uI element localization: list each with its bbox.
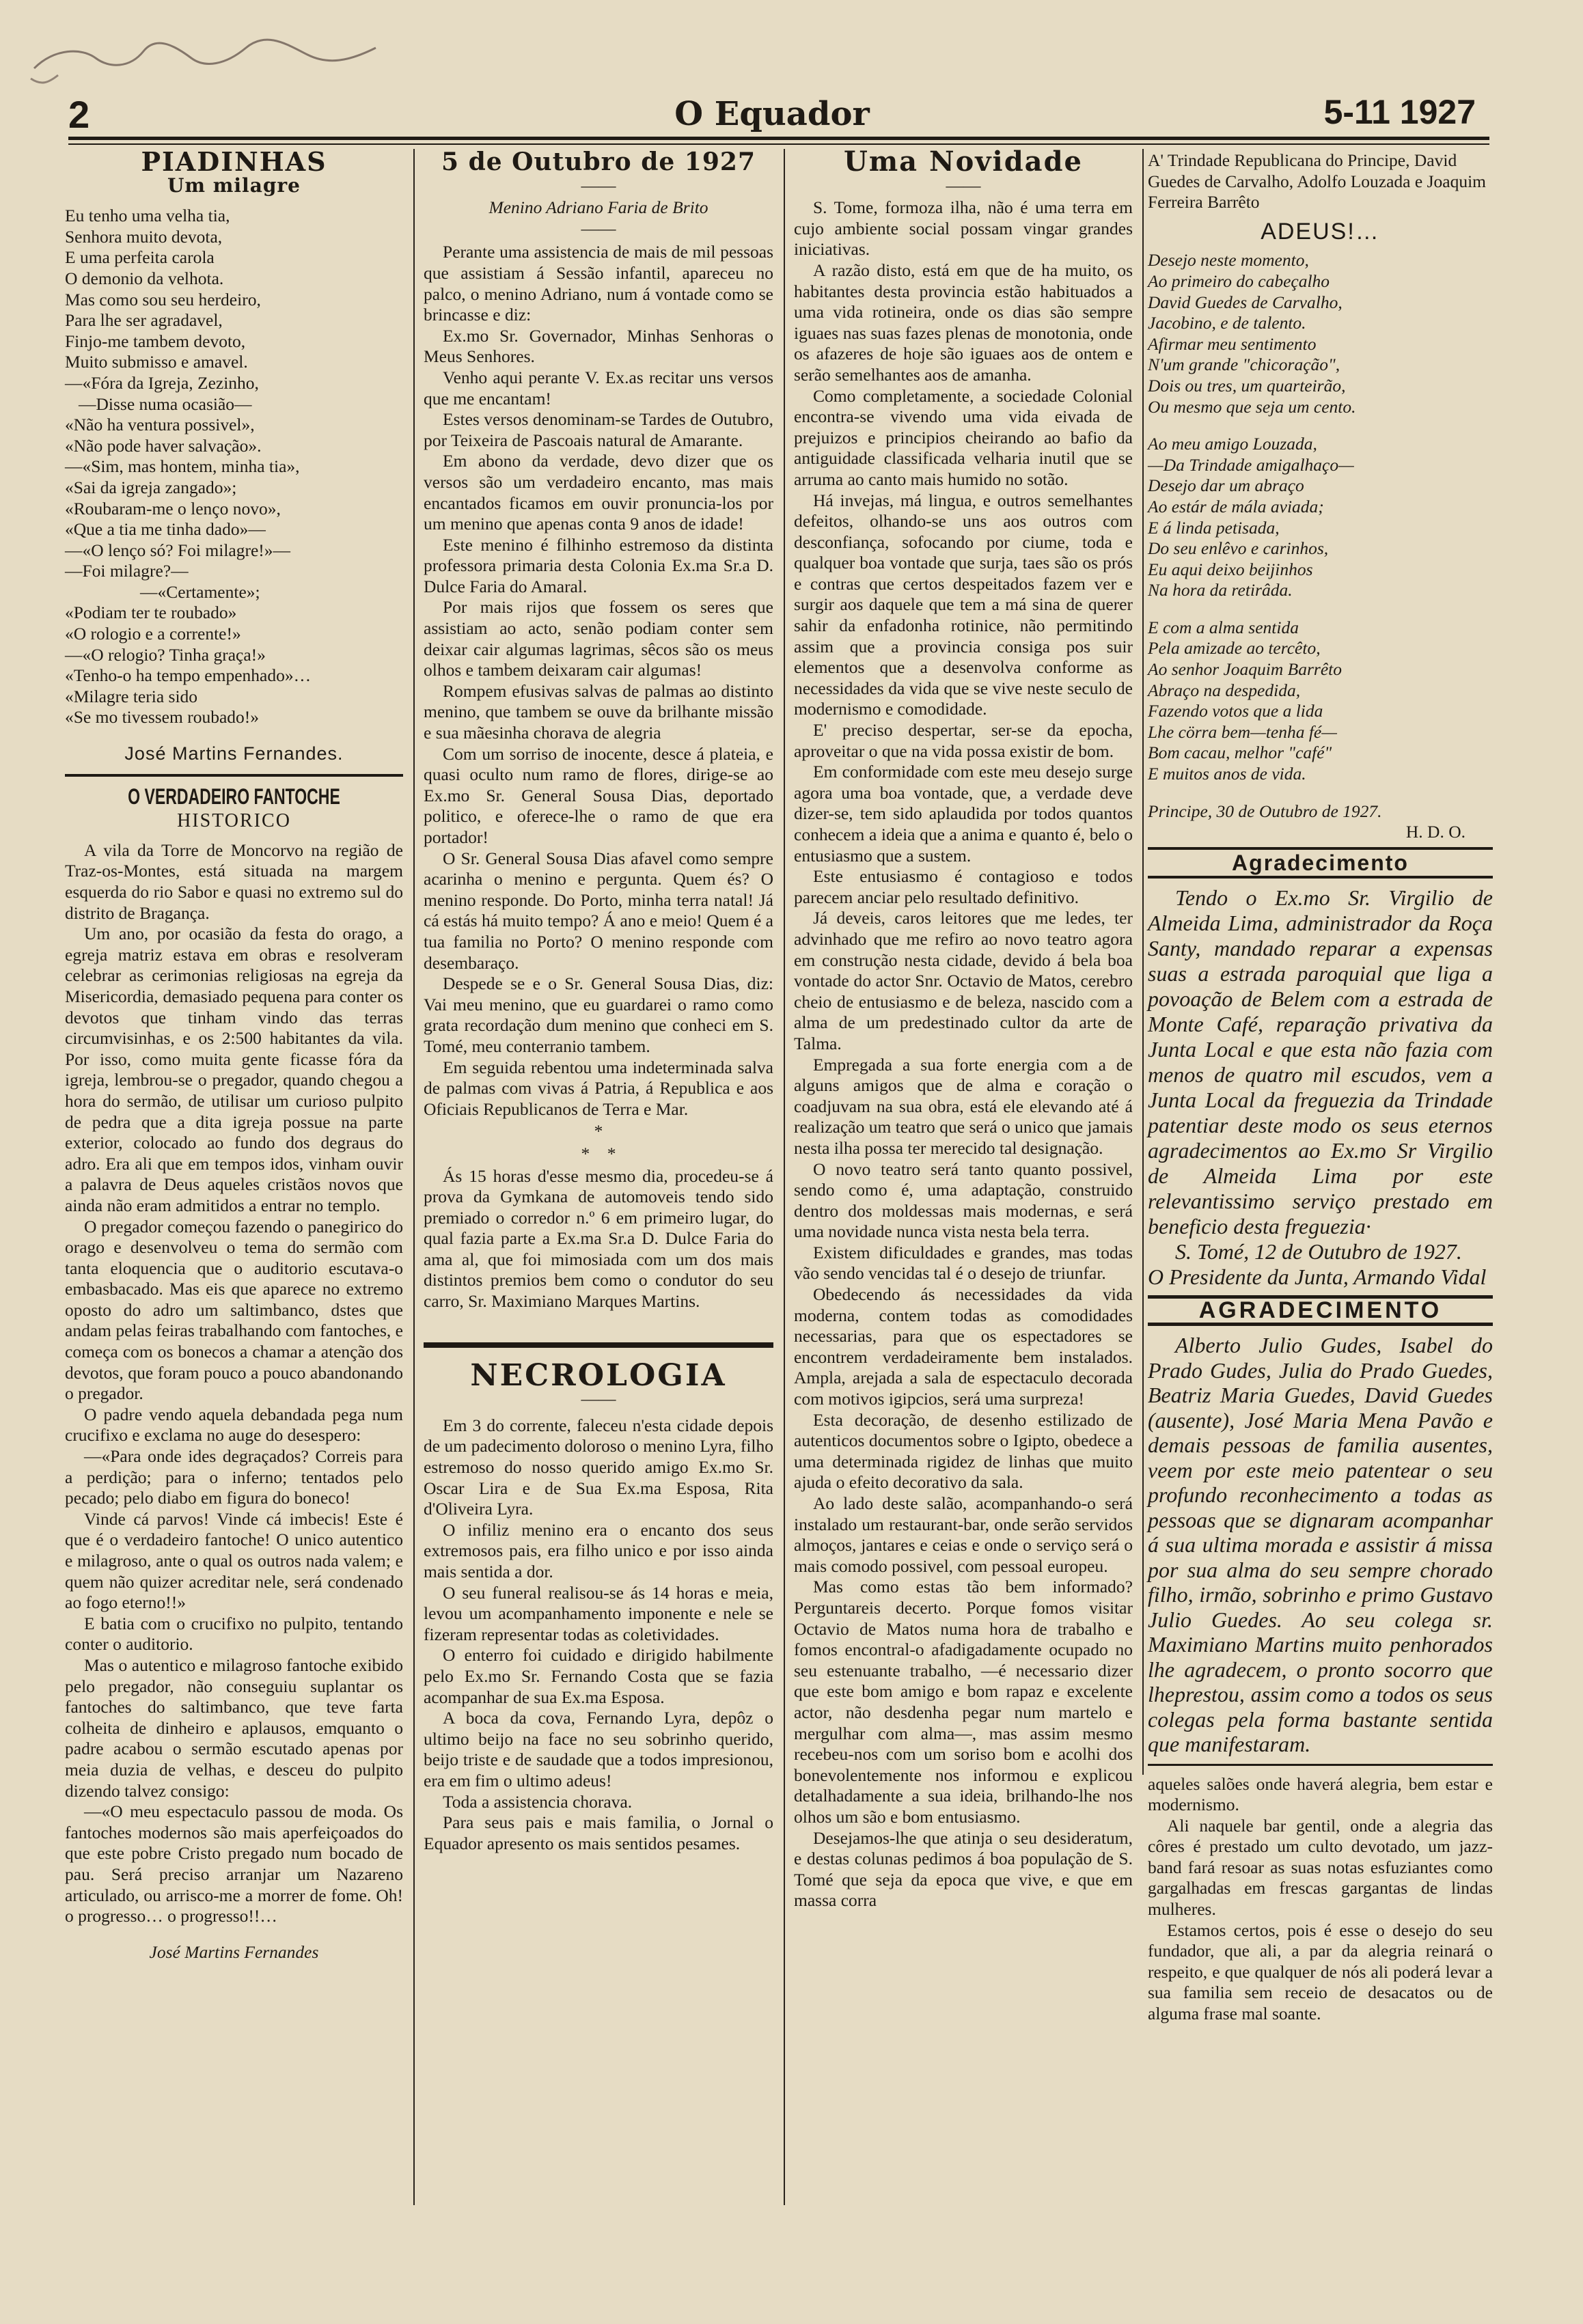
issue-date: 5-11 1927 xyxy=(1323,93,1476,131)
article-paragraph: Empregada a sua forte energia com a de alguns amigos que de alma e coração o coadjuvam na sua obra, está ele elevando até á realização um teatro que será o unico que jamais nesta ilha possa ter merecido tal designação. xyxy=(794,1054,1133,1158)
poem-line: Finjo-me tambem devoto, xyxy=(65,331,246,351)
poem-line: —«Certamente»; xyxy=(140,581,260,602)
article-paragraph: Despede se e o Sr. General Sousa Dias, diz: Vai meu menino, que eu guardarei o ramo como grata recordação dum menino que conheci em S. Tomé, meu conterranio tambem. xyxy=(424,973,773,1056)
article-paragraph: —«O meu espectaculo passou de moda. Os fantoches modernos são mais aperfeiçoados do que este pobre Cristo pregado num bocado de pau. Será preciso arranjar um Nazareno articulado, ou arrisco-me a morrer de fome. Oh! o progresso… o progresso!!… xyxy=(65,1801,403,1926)
article-paragraph: Ás 15 horas d'esse mesmo dia, procedeu-se á prova da Gymkana de automoveis tendo sido premiado o corredor n.º 6 em primeiro lugar, do qual fazia parte a Ex.ma Sr.a D. Dulce Faria do ama al, que foi mimosiada com um dos mais distintos premios bem como o condutor do seu carro, Sr. Maximiano Marques Martins. xyxy=(424,1165,773,1312)
column-divider xyxy=(1142,149,1144,1775)
necrologia-title: NECROLOGIA xyxy=(470,1357,727,1393)
article-paragraph: Já deveis, caros leitores que me ledes, ter advinhado que me refiro ao novo teatro agora em construção nesta cidade, devido á bela boa vontade do actor Snr. Octavio de Matos, cerebro cheio de entusiasmo e de beleza, nascido com a alma de um predestinado cultor da arte de Talma. xyxy=(794,908,1133,1053)
agradecimento-1-body xyxy=(1148,885,1493,1290)
article-paragraph: Vinde cá parvos! Vinde cá imbecis! Este é que é o verdadeiro fantoche! O unico autentico e milagroso, ante o qual os outros nada valem; e quem não quizer acreditar nele, será condenado ao fogo eterno!!» xyxy=(65,1508,403,1613)
article-paragraph: E batia com o crucifixo no pulpito, tentando conter o auditorio. xyxy=(65,1613,403,1655)
article-paragraph: O novo teatro será tanto quanto possivel, sendo como é, uma adaptação, construido dentro dos moldessas mais modernas, e será uma novidade nunca vista nesta bela terra. xyxy=(794,1159,1133,1242)
poem-line: Na hora da retirâda. xyxy=(1148,580,1293,600)
poem-line: —Disse numa ocasião— xyxy=(79,393,252,414)
agradecimento-2-body xyxy=(1148,1333,1493,1757)
piadinhas-poem xyxy=(65,206,403,728)
article-paragraph: Estamos certos, pois é esse o desejo do seu fundador, que ali, a par da alegria reinará o respeito, e que qualquer de nós ali poderá levar a sua familia sem receio de desacatos ou de alguma frase mal soante. xyxy=(1148,1920,1493,2024)
fantoche-title: O VERDADEIRO FANTOCHE xyxy=(128,784,340,809)
article-paragraph: E' preciso despertar, ser-se da epocha, aproveitar o que na vida possa existir de bom. xyxy=(794,720,1133,761)
adeus-title: ADEUS!… xyxy=(1261,218,1380,245)
poem-line: Abraço na despedida, xyxy=(1148,680,1301,700)
article-paragraph: Por mais rijos que fossem os seres que assistiam ao acto, senão podiam conter sem deixar cair algumas lagrimas, sêcos são os meus olhos e tambem deixaram cair algumas! xyxy=(424,597,773,680)
poem-line: E uma perfeita carola xyxy=(65,247,215,268)
article-paragraph: Mas como estas tão bem informado? Perguntareis decerto. Porque fomos visitar Octavio de Matos numa hora de trabalho e fomos encontral-o afadigadamente ocupado no seu estenuante trabalho, —é necessario dizer que este bom amigo e bom rapaz e excelente actor, não desdenha pegar num martelo e mergulhar com alma—, mas assim mesmo recebeu-nos com um soriso bom e acolhi dos bonevolentemente nos informou e explicou detalhadamente a sua ideia, brilhando-lhe nos olhos um são e bom entusiasmo. xyxy=(794,1577,1133,1827)
article-paragraph: Desejamos-lhe que atinja o seu desideratum, e destas colunas pedimos á boa população de S. Tomé que seja da epoca que vive, e que em massa corra xyxy=(794,1827,1133,1911)
poem-line: —Foi milagre?— xyxy=(65,561,189,581)
article-paragraph: Ali naquele bar gentil, onde a alegria das côres é prestado um culto devotado, um jazz-band fará resoar as suas notas esfuziantes como gargalhadas em frescas gargantas de lindas mulheres. xyxy=(1148,1815,1493,1920)
column-1 xyxy=(65,146,403,1963)
poem-line: David Guedes de Carvalho, xyxy=(1148,292,1343,312)
article-paragraph: O Sr. General Sousa Dias afavel como sempre acarinha o menino e pergunta. Quem és? O menino responde. Do Porto, minha terra natal! Já cá estás há muito tempo? Á ano e meio! Quem é a tua familia no Porto? O menino responde com desembaraço. xyxy=(424,848,773,973)
article-paragraph: Mas o autentico e milagroso fantoche exibido pelo pregador, não conseguiu suplantar os fantoches do saltimbanco, que teve farta colheita de dinheiro e aplausos, emquanto o padre acabou o sermão escutado apenas por meia duzia de velhas, e desceu do pulpito dizendo talvez consigo: xyxy=(65,1655,403,1801)
poem-line: Pela amizade ao tercêto, xyxy=(1148,638,1321,659)
poem-line: Lhe cörra bem—tenha fé— xyxy=(1148,721,1337,742)
poem-line: «Tenho-o ha tempo empenhado»… xyxy=(65,665,312,686)
article-paragraph: Com um sorriso de inocente, desce á plateia, e quasi oculto num ramo de flores, dirige-se ao Ex.mo Sr. General Sousa Dias, deportado politico, e oferece-lhe o ramo de que era portador! xyxy=(424,743,773,847)
section-divider xyxy=(424,1342,773,1348)
article-paragraph: Em conformidade com este meu desejo surge agora uma boa vontade, que, a verdade deve dizer-se, tem sido aplaudida por todos quantos conhecem a ideia que a anima e quanto é, belo o entusiasmo que a sustem. xyxy=(794,762,1133,866)
poem-line: «Não ha ventura possivel», xyxy=(65,415,255,435)
article-paragraph: O pregador começou fazendo o panegirico do orago e desenvolveu o tema do sermão com tanta eloquencia que o auditorio escutava-o embasbacado. Mas eis que aparece no extremo oposto do adro um saltimbanco, dstes que andam pelas feiras trabalhando com fantoches, e começa com os bonecos a chamar a atenção dos devotos, que foram pouco a pouco abandonando o pregador. xyxy=(65,1216,403,1404)
article-paragraph: Para seus pais e mais familia, o Jornal o Equador apresento os mais sentidos pesames. xyxy=(424,1812,773,1853)
article-paragraph: Toda a assistencia chorava. xyxy=(443,1791,633,1812)
agradecimento-1-text: Tendo o Ex.mo Sr. Virgilio de Almeida Lima, administrador da Roça Santy, mandado reparar a expensas suas a estrada paroquial que liga a povoação de Belem com a estrada de Monte Café, reparação privativa da Junta Local e que esta não fazia com menos de quatro mil escudos, vem a Junta Local da freguezia da Trindade patentiar deste modo os seus eternos agradecimentos ao Ex.mo Sr Virgilio de Almeida Lima por este relevantissimo serviço prestado em beneficio desta freguezia· xyxy=(1148,885,1493,1239)
poem-line: Desejo dar um abraço xyxy=(1148,475,1304,496)
article-paragraph: Rompem efusivas salvas de palmas ao distinto menino, que tambem se ouve da brilhante missão e sua mãesinha chorava de alegria xyxy=(424,680,773,743)
article-paragraph: Existem dificuldades e grandes, mas todas vão sendo vencidas tal é o desejo de triunfar. xyxy=(794,1242,1133,1284)
article-paragraph: Este menino é filhinho estremoso da distinta professora primaria desta Colonia Ex.ma Sr.a D. Dulce Faria do Amaral. xyxy=(424,534,773,596)
poem-line: O demonio da velhota. xyxy=(65,268,224,288)
poem-line: Eu tenho uma velha tia, xyxy=(65,206,230,226)
poem-line: «O rologio e a corrente!» xyxy=(65,624,241,644)
article-paragraph: aqueles salões onde haverá alegria, bem estar e modernismo. xyxy=(1148,1773,1493,1815)
article-paragraph: A razão disto, está em que de ha muito, os habitantes desta provincia estão habituados a uma vida rotineira, onde os dias são sempre iguaes nas suas fazes plenas de monotonia, onde os afazeres de hoje são iguaes aos de ontem e serão semelhantes aos de amanha. xyxy=(794,260,1133,385)
poem-line: Eu aqui deixo beijinhos xyxy=(1148,559,1313,579)
poem-line: —«Fóra da Igreja, Zezinho, xyxy=(65,372,259,393)
poem-line: «Podiam ter te roubado» xyxy=(65,603,237,623)
poem-line: E á linda petisada, xyxy=(1148,517,1280,538)
agradecimento-1-sign: O Presidente da Junta, Armando Vidal xyxy=(1148,1264,1487,1290)
header-rule xyxy=(68,137,1489,140)
column-2: 5 de Outubro de 1927 —— Menino Adriano Faria de Brito —— Perante uma assistencia de mais de mil pessoas que assistiam á Sessão infantil, apareceu no palco, o menino Adriano, num á vontade como se brincasse e diz: Ex.mo Sr. Governador, Minhas Senhoras o Meus Senhores. Venho aqui perante V. Ex.as recitar uns versos que me encantam! Estes versos denominam-se Tardes de Outubro, por Teixeira de Pascoais natural de Amarante. Em abono da verdade, devo dizer que os versos são um verdadeiro encanto, mas mais encantados ficamos em ouvir pronuncia-los por um menino que apenas conta 9 anos de idade! Este menino é filhinho estremoso da distinta professora primaria desta Colonia Ex.ma Sr.a D. Dulce Faria do Amaral. Por mais rijos que fossem os seres que assistiam ao acto, senão podiam conter sem deixar cair algumas lagrimas, sêcos são os meus olhos e tambem deixaram cair algumas! Rompem efusivas salvas de palmas ao distinto menino, que tambem se ouve da brilhante missão e sua mãesinha chorava de alegria Com um sorriso de inocente, desce á plateia, e quasi oculto num ramo de flores, dirige-se ao Ex.mo Sr. General Sousa Dias, deportado politico, e oferece-lhe o ramo de que era portador! O Sr. General Sousa Dias afavel como sempre acarinha o menino e pergunta. Quem és? O menino responde. Do Porto, minha terra natal! Já cá estás há muito tempo? Á ano e meio! Quem é a tua familia no Porto? O menino responde com desembaraço. Despede se e o Sr. General Sousa Dias, diz: Vai meu menino, que eu guardarei o ramo como grata recordação dum menino que conheci em S. Tomé, meu conterranio tambem. Em seguida rebentou uma indeterminada salva de palmas com vivas á Patria, á Republica e aos Oficiais Republicanos de Terra e Mar. * * * Ás 15 horas d'esse mesmo dia, procedeu-se á prova da Gymkana de automoveis tendo sido premiado o corredor n.º 6 em primeiro lugar, do qual fazia parte a Ex.ma Sr.a D. Dulce Faria do ama al, que foi mimosiada com um dos mais distintos premios bem como o condutor do seu carro, Sr. Maximiano Marques Martins. NECROLOGIA —— Em 3 do corrente, faleceu n'esta cidade depois de um padecimento doloroso o menino Lyra, filho estremoso do nosso querido amigo Ex.mo Sr. Oscar Lira e de Sua Ex.ma Esposa, Rita d'Oliveira Lyra. O infiliz menino era o encanto dos seus extremosos pais, era filho unico e por isso ainda mais sentida a dor. O seu funeral realisou-se ás 14 horas e meia, levou um acompanhamento imponente e nele se fizeram representar todas as coletividades. O enterro foi cuidado e dirigido habilmente pelo Ex.mo Sr. Fernando Costa que se fazia acompanhar de sua Ex.ma Esposa. A boca da cova, Fernando Lyra, depôz o ultimo beijo na face no seu sobrinho querido, beijo triste e de saudade que a todos impresionou, era em fim o ultimo adeus! Toda a assistencia chorava. Para seus pais e mais familia, o Jornal o Equador apresento os mais sentidos pesames. xyxy=(424,148,773,1853)
adeus-stanza-1 xyxy=(1148,250,1493,417)
poem-line: Senhora muito devota, xyxy=(65,226,223,247)
outubro-title: 5 de Outubro de 1927 xyxy=(441,148,756,176)
poem-line: Ao primeiro do cabeçalho xyxy=(1148,271,1330,291)
article-paragraph: A boca da cova, Fernando Lyra, depôz o ultimo beijo na face no seu sobrinho querido, beijo triste e de saudade que a todos impresionou, era em fim o ultimo adeus! xyxy=(424,1708,773,1790)
poem-line: —Da Trindade amigalhaço— xyxy=(1148,454,1354,475)
poem-line: Desejo neste momento, xyxy=(1148,250,1309,271)
article-paragraph: Em seguida rebentou uma indeterminada salva de palmas com vivas á Patria, á Republica e aos Oficiais Republicanos de Terra e Mar. xyxy=(424,1057,773,1119)
column-divider xyxy=(413,149,415,2205)
adeus-signature: H. D. O. xyxy=(1405,822,1465,842)
poem-line: Dois ou tres, um quarteirão, xyxy=(1148,375,1346,396)
article-paragraph: Em abono da verdade, devo dizer que os versos são um verdadeiro encanto, mas mais encantados ficamos em ouvir pronuncia-los por um menino que apenas conta 9 anos de idade! xyxy=(424,451,773,534)
poem-line: N'um grande "chicoração", xyxy=(1148,355,1340,375)
article-paragraph: S. Tome, formoza ilha, não é uma terra em cujo ambiente social possam vingar grandes iniciativas. xyxy=(794,197,1133,260)
poem-line: Fazendo votos que a lida xyxy=(1148,701,1323,721)
column-divider xyxy=(784,149,785,2205)
piadinhas-author: José Martins Fernandes. xyxy=(124,743,344,764)
poem-line: Do seu enlêvo e carinhos, xyxy=(1148,538,1329,559)
outubro-subtitle: Menino Adriano Faria de Brito xyxy=(488,197,708,218)
agradecimento-1-date: S. Tomé, 12 de Outubro de 1927. xyxy=(1175,1239,1462,1264)
section-divider xyxy=(65,774,403,777)
page-number: 2 xyxy=(68,93,90,136)
article-paragraph: A vila da Torre de Moncorvo na região de Traz-os-Montes, está situada na margem esquerda do rio Sabor e quasi no extremo sul do distrito de Bragança. xyxy=(65,840,403,923)
article-paragraph: Este entusiasmo é contagioso e todos parecem anciar pelo resultado definitivo. xyxy=(794,866,1133,907)
article-paragraph: Ex.mo Sr. Governador, Minhas Senhoras o Meus Senhores. xyxy=(424,325,773,367)
poem-line: Muito submisso e amavel. xyxy=(65,352,248,372)
fantoche-author: José Martins Fernandes xyxy=(149,1941,319,1962)
poem-line: Afirmar meu sentimento xyxy=(1148,333,1317,354)
poem-line: —«O relogio? Tinha graça!» xyxy=(65,644,266,665)
paper-title: O Equador xyxy=(674,95,870,133)
article-paragraph: Estes versos denominam-se Tardes de Outubro, por Teixeira de Pascoais natural de Amarante. xyxy=(424,409,773,450)
poem-line: «Não pode haver salvação». xyxy=(65,435,262,456)
piadinhas-subtitle: Um milagre xyxy=(167,174,301,197)
article-paragraph: Como completamente, a sociedade Colonial encontra-se vivendo uma vida eivada de prejuizos e principios cheirando ao bafio da antiguidade classificada velharia inutil que se arruma ao canto mais humido no sotão. xyxy=(794,385,1133,489)
adeus-stanza-2 xyxy=(1148,434,1493,601)
poem-line: E com a alma sentida xyxy=(1148,617,1299,637)
novidade-continuation xyxy=(1148,1774,1493,2025)
poem-line: —«O lenço só? Foi milagre!»— xyxy=(65,540,291,560)
article-paragraph: Obedecendo ás necessidades da vida moderna, contem todas as comodidades necessarias, para que os espectadores se encontrem verdadeiramente bem instalados. Ampla, arejada a sala de espectaculo decorada com motivos igipcios, será uma surpreza! xyxy=(794,1284,1133,1409)
adeus-stanza-3 xyxy=(1148,618,1493,785)
masthead xyxy=(68,92,1476,136)
poem-line: «Que a tia me tinha dado»— xyxy=(65,519,266,540)
poem-line: Mas como sou seu herdeiro, xyxy=(65,289,261,309)
article-paragraph: Ao lado deste salão, acompanhando-o será instalado um restaurant-bar, onde serão servidos almoços, jantares e ceias e onde o serviço será o mais comodo possivel, com pessoal europeu. xyxy=(794,1493,1133,1576)
poem-line: Ao meu amigo Louzada, xyxy=(1148,434,1317,454)
article-paragraph: Em 3 do corrente, faleceu n'esta cidade depois de um padecimento doloroso o menino Lyra, filho estremoso do nosso querido amigo Ex.mo Sr. Oscar Lira e de Sua Ex.ma Esposa, Rita d'Oliveira Lyra. xyxy=(424,1415,773,1519)
poem-line: Ao senhor Joaquim Barrêto xyxy=(1148,659,1343,680)
poem-line: E muitos anos de vida. xyxy=(1148,764,1306,784)
article-paragraph: O enterro foi cuidado e dirigido habilmente pelo Ex.mo Sr. Fernando Costa que se fazia acompanhar de sua Ex.ma Esposa. xyxy=(424,1645,773,1707)
poem-line: «Roubaram-me o lenço novo», xyxy=(65,498,281,518)
article-paragraph: O infiliz menino era o encanto dos seus extremosos pais, era filho unico e por isso ainda mais sentida a dor. xyxy=(424,1519,773,1581)
poem-line: —«Sim, mas hontem, minha tia», xyxy=(65,456,300,477)
article-paragraph: O padre vendo aquela debandada pega num crucifixo e exclama no auge do desespero: xyxy=(65,1404,403,1445)
article-paragraph: Venho aqui perante V. Ex.as recitar uns versos que me encantam! xyxy=(424,367,773,409)
header-rule-thin xyxy=(68,143,1489,145)
article-paragraph: Perante uma assistencia de mais de mil pessoas que assistiam á Sessão infantil, apareceu no palco, o menino Adriano, num á vontade como se brincasse e diz: xyxy=(424,242,773,325)
poem-line: Ao estár de mála aviada; xyxy=(1148,496,1324,516)
poem-line: Para lhe ser agradavel, xyxy=(65,310,223,331)
column-3: Uma Novidade —— S. Tome, formoza ilha, não é uma terra em cujo ambiente social possam vingar grandes iniciativas. A razão disto, está em que de ha muito, os habitantes desta provincia estão habituados a uma vida rotineira, onde os dias são sempre iguaes nas suas fazes plenas de monotonia, onde os afazeres de hoje são iguaes aos de ontem e serão semelhantes aos de amanha. Como completamente, a sociedade Colonial encontra-se vivendo uma vida eivada de prejuizos e principios cheirando ao bafio da antiguidade classificada velharia inutil que se arruma ao canto mais humido no sotão. Há invejas, má lingua, e outros semelhantes defeitos, olhando-se uns aos outros com desconfiança, sofocando por ciume, toda e qualquer boa vontade que surja, taes são os prós e contras que certos despeitados fazem ver e surgir aos daquele que tem a má sina de querer sahir da enfadonha rotinice, não permitindo assim que a provincia consiga pos suir elementos que a desenvolva conforme as necessidades da vida que se vive neste seculo de modernismo e comodidade. E' preciso despertar, ser-se da epocha, aproveitar o que na vida possa existir de bom. Em conformidade com este meu desejo surge agora uma boa vontade, que, a verdade deve dizer-se, tem sido aplaudida por todos quantos conhecem a ideia que a anima e quanto é, belo o entusiasmo que a sustem. Este entusiasmo é contagioso e todos parecem anciar pelo resultado definitivo. Já deveis, caros leitores que me ledes, ter advinhado que me refiro ao novo teatro agora em construção nesta cidade, devido á bela boa vontade do actor Snr. Octavio de Matos, cerebro cheio de entusiasmo e de beleza, nascido com a alma de um predestinado cultor da arte de Talma. Empregada a sua forte energia com a de alguns amigos que de alma e coração o coadjuvam na sua obra, está ele elevando até á realização um teatro que será o unico que jamais nesta ilha possa ter merecido tal designação. O novo teatro será tanto quanto possivel, sendo como é, uma adaptação, construido dentro dos moldessas mais modernas, e será uma novidade nunca vista nesta bela terra. Existem dificuldades e grandes, mas todas vão sendo vencidas tal é o desejo de triunfar. Obedecendo ás necessidades da vida moderna, contem todas as comodidades necessarias, para que os espectadores se encontrem verdadeiramente bem instalados. Ampla, arejada a sala de espectaculo decorada com motivos igipcios, será uma surpreza! Esta decoração, de desenho estilizado de autenticos documentos sobre o Igipto, obedece a uma determinada rigidez de linhas que muito ajuda o efeito decorativo da sala. Ao lado deste salão, acompanhando-o será instalado um restaurant-bar, onde serão servidos almoços, jantares e ceias e onde o serviço será o mais comodo possivel, com pessoal europeu. Mas como estas tão bem informado? Perguntareis decerto. Porque fomos visitar Octavio de Matos numa hora de trabalho e fomos encontral-o afadigadamente ocupado no seu estenuante trabalho, —é necessario dizer que este bom amigo e bom rapaz e excelente actor, não desdenha pegar num martelo e mergulhar com alma—, mas assim mesmo recebeu-nos com um soriso bom e acolhi dos bonevolentemente nos informou e explicou detalhadamente a sua ideia, brilhando-lhe nos olhos um são e bom entusiasmo. Desejamos-lhe que atinja o seu desideratum, e destas colunas pedimos á boa população de S. Tomé que seja da epoca que vive, e que em massa corra xyxy=(794,146,1133,1911)
dedication-text: A' Trindade Republicana do Principe, David Guedes de Carvalho, Adolfo Louzada e Joaquim Ferreira Barrêto xyxy=(1148,150,1486,212)
article-paragraph: Há invejas, má lingua, e outros semelhantes defeitos, olhando-se uns aos outros com desconfiança, sofocando por ciume, toda e qualquer boa vontade que surja, taes são os prós e contras que certos despeitados fazem ver e surgir aos daquele que tem a má sina de querer sahir da enfadonha rotinice, não permitindo assim que a provincia consiga pos suir elementos que a desenvolva conforme as necessidades da vida que se vive neste seculo de modernismo e comodidade. xyxy=(794,490,1133,719)
poem-line: «Se mo tivessem roubado!» xyxy=(65,707,259,728)
poem-line: «Sai da igreja zangado»; xyxy=(65,477,237,497)
poem-line: Ou mesmo que seja um cento. xyxy=(1148,396,1356,417)
poem-line: «Milagre teria sido xyxy=(65,686,198,706)
column-4 xyxy=(1148,150,1493,2025)
article-paragraph: Esta decoração, de desenho estilizado de autenticos documentos sobre o Igipto, obedece a uma determinada rigidez de linhas que muito ajuda o efeito decorativo da sala. xyxy=(794,1409,1133,1493)
article-paragraph: Um ano, por ocasião da festa do orago, a egreja matriz estava em obras e resolveram celebrar as cerimonias religiosas na egreja da Misericordia, demasiado pequena para conter os devotos que tinham vindo das terras circumvisinhas, e os 2:500 habitantes da vila. Por isso, como muita gente ficasse fóra da igreja, lembrou-se o pregador, quando chegou a hora do sermão, de utilisar um curioso pulpito de pedra que a dita igreja possue na parte exterior, colocado ao fundo dos degraus do adro. Era ali que em tempos idos, vinham ouvir a palavra de Deus aqueles cristãos novos que ainda não eram admitidos a entrar no templo. xyxy=(65,924,403,1215)
adeus-place-date: Principe, 30 de Outubro de 1927. xyxy=(1148,801,1382,821)
agradecimento-2-text: Alberto Julio Gudes, Isabel do Prado Gudes, Julia do Prado Guedes, Beatriz Maria Guedes, David Guedes (ausente), José Maria Mena Pavão e demais pessoas de familia ausentes, veem por este meio patentear o seu profundo reconhecimento a todas as pessoas que se dignaram acompanhar á sua ultima morada e assistir á missa por sua alma do seu sempre chorado filho, irmão, sobrinho e primo Gustavo Julio Guedes. Ao seu colega sr. Maximiano Martins muito penhorados lhe agradecem, o pronto socorro que lheprestou, assim como a todos os seus colegas pela forma bastante sentida que manifestaram. xyxy=(1148,1333,1493,1756)
novidade-title: Uma Novidade xyxy=(843,146,1084,178)
article-paragraph: O seu funeral realisou-se ás 14 horas e meia, levou um acompanhamento imponente e nele se fizeram representar todas as coletividades. xyxy=(424,1582,773,1644)
agradecimento-2-title: AGRADECIMENTO xyxy=(1198,1297,1442,1324)
handwritten-annotation xyxy=(27,20,383,89)
article-paragraph: —«Para onde ides degraçados? Correis para a perdição; para o inferno; tentados pelo pecado; pelo diabo em figura do boneco! xyxy=(65,1446,403,1508)
fantoche-subtitle: HISTORICO xyxy=(177,810,291,832)
poem-line: Bom cacau, melhor "café" xyxy=(1148,743,1332,763)
piadinhas-title: PIADINHAS xyxy=(141,146,327,177)
poem-line: Jacobino, e de talento. xyxy=(1148,313,1306,333)
adeus-dedication xyxy=(1148,150,1493,213)
agradecimento-1-title: Agradecimento xyxy=(1232,850,1409,875)
